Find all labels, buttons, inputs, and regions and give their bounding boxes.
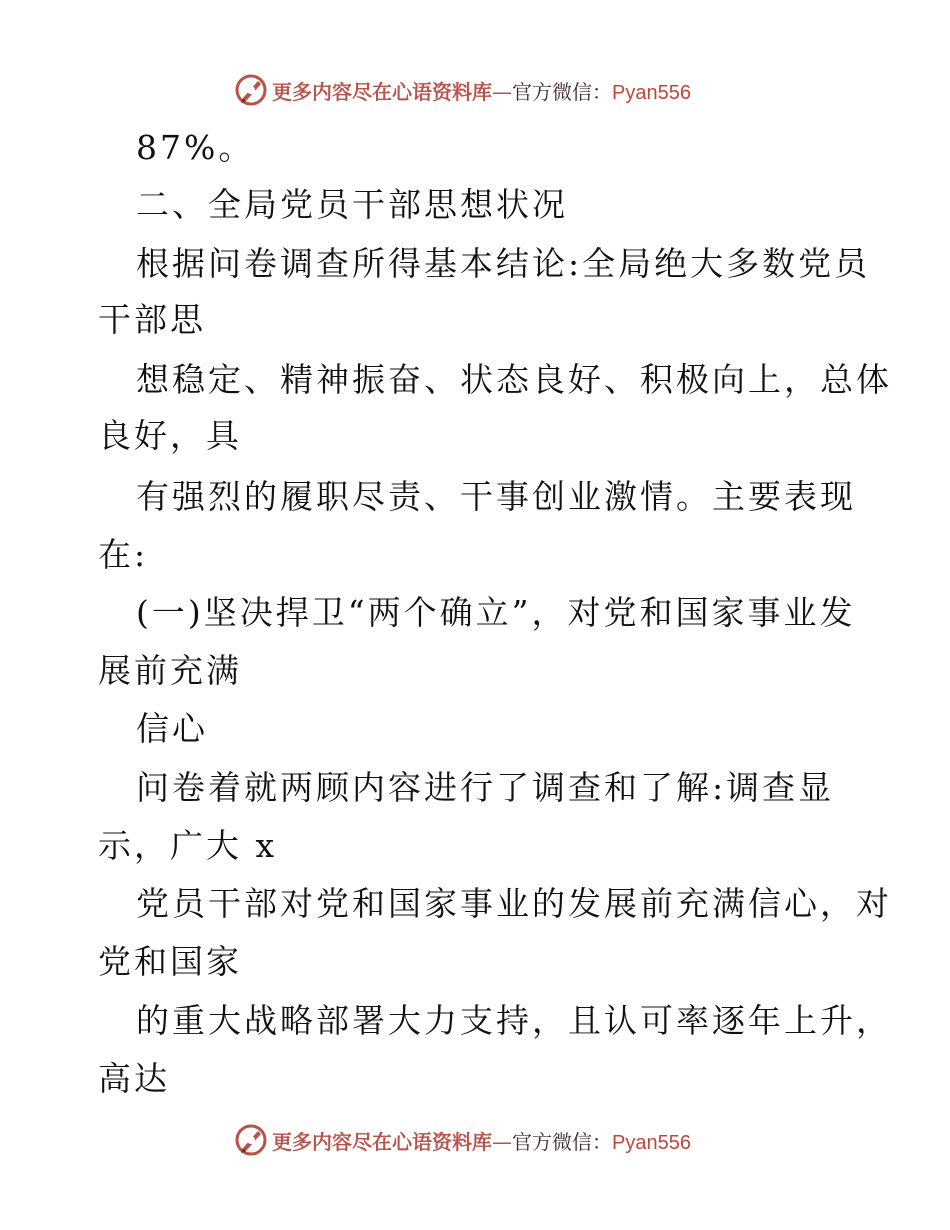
watermark-dash: — [492, 79, 512, 104]
doc-line: 问卷着就两顾内容进行了调查和了解:调查显 [136, 768, 835, 807]
doc-line: 想稳定、精神振奋、状态良好、积极向上，总体 [136, 360, 892, 399]
doc-line: 党员干部对党和国家事业的发展前充满信心，对 [136, 884, 892, 923]
section-heading: 二、全局党员干部思想状况 [136, 185, 568, 224]
doc-line: 的重大战略部署大力支持，且认可率逐年上升， [136, 1001, 892, 1040]
pen-logo-icon [234, 1123, 268, 1157]
watermark-brand: 更多内容尽在心语资料库 [272, 1129, 492, 1154]
subsection-heading: (一)坚决捍卫“两个确立”，对党和国家事业发 [136, 593, 856, 632]
doc-line: 示，广大 x [98, 826, 278, 865]
watermark-id: Pyan556 [612, 81, 691, 104]
doc-line: 在: [98, 535, 149, 574]
footer-watermark [234, 1122, 691, 1158]
header-watermark [234, 72, 691, 108]
doc-line: 高达 [98, 1059, 170, 1098]
doc-line: 展前充满 [98, 651, 242, 690]
doc-line: 有强烈的履职尽责、干事创业激情。主要表现 [136, 477, 856, 516]
watermark-brand: 更多内容尽在心语资料库 [272, 79, 492, 104]
watermark-official: 官方微信： [512, 1129, 612, 1154]
doc-line: 87%。 [136, 128, 255, 167]
doc-line: 根据问卷调查所得基本结论:全局绝大多数党员 [136, 244, 871, 283]
doc-line: 信心 [136, 709, 208, 748]
watermark-id: Pyan556 [612, 1131, 691, 1154]
watermark-dash: — [492, 1129, 512, 1154]
doc-line: 党和国家 [98, 942, 242, 981]
doc-line: 干部思 [98, 300, 206, 339]
doc-line: 良好，具 [98, 416, 242, 455]
pen-logo-icon [234, 73, 268, 107]
watermark-official: 官方微信： [512, 79, 612, 104]
